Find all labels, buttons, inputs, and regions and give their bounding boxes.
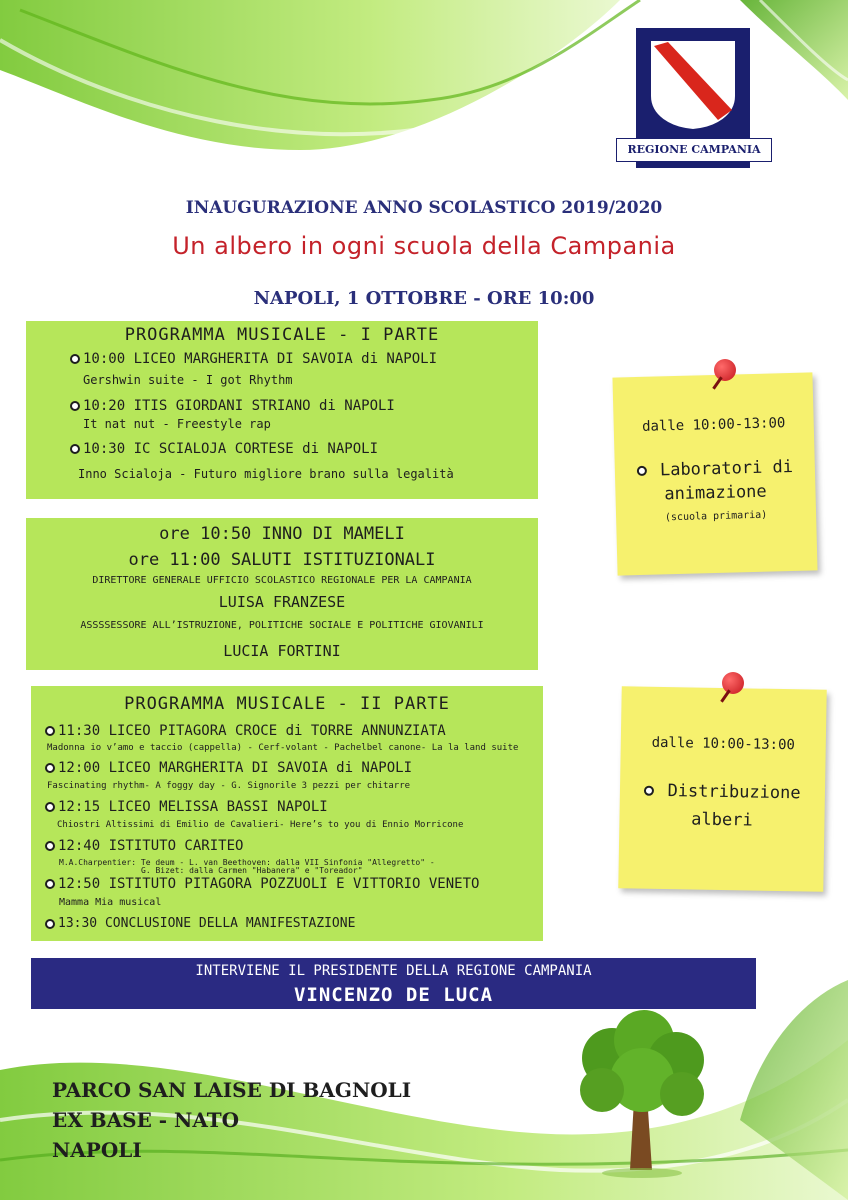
note-audience: (scuola primaria)	[664, 509, 768, 524]
event-date-time: NAPOLI, 1 OTTOBRE - ORE 10:00	[253, 288, 595, 309]
tree-icon	[572, 1010, 712, 1180]
list-item-detail: Mamma Mia musical	[59, 897, 162, 908]
list-item-detail-2: G. Bizet: dalla Carmen "Habanera" e "Toreador"	[141, 866, 363, 875]
program-part-1-title: PROGRAMMA MUSICALE - I PARTE	[124, 325, 440, 345]
note-activity-2: alberi	[691, 809, 753, 831]
role-1: DIRETTORE GENERALE UFFICIO SCOLASTICO REGIONALE PER LA CAMPANIA	[92, 575, 472, 586]
list-item: 12:50 ISTITUTO PITAGORA POZZUOLI E VITTORIO VENETO	[45, 876, 479, 892]
name-1: LUISA FRANZESE	[218, 593, 346, 611]
president-banner	[31, 958, 756, 1009]
bullet-icon	[70, 444, 80, 454]
program-part-2-panel	[31, 686, 543, 941]
bullet-icon	[45, 802, 55, 812]
role-2: ASSSSESSORE ALL’ISTRUZIONE, POLITICHE SOCIALE E POLITICHE GIOVANILI	[80, 620, 484, 631]
note-activity-2: animazione	[664, 481, 767, 505]
banner-line-1: INTERVIENE IL PRESIDENTE DELLA REGIONE CAMPANIA	[195, 963, 592, 979]
event-title: INAUGURAZIONE ANNO SCOLASTICO 2019/2020	[185, 198, 663, 218]
bullet-icon	[637, 466, 647, 476]
pushpin-icon	[714, 359, 736, 381]
ceremony-panel	[26, 518, 538, 670]
list-item-detail: It nat nut - Freestyle rap	[83, 417, 271, 431]
bullet-icon	[45, 763, 55, 773]
coat-of-arms-icon	[646, 36, 740, 132]
note-activity: Laboratori di	[615, 456, 815, 481]
logo-label: REGIONE CAMPANIA	[616, 138, 772, 162]
event-slogan: Un albero in ogni scuola della Campania	[172, 232, 676, 260]
bullet-icon	[70, 401, 80, 411]
list-item: 12:00 LICEO MARGHERITA DI SAVOIA di NAPOLI	[45, 760, 412, 776]
anthem-line: ore 10:50 INNO DI MAMELI	[159, 524, 405, 544]
bullet-icon	[45, 879, 55, 889]
bullet-icon	[45, 726, 55, 736]
sticky-note-workshops	[612, 372, 817, 575]
list-item-detail: Chiostri Altissimi di Emilio de Cavalieri- Here’s to you di Ennio Morricone	[57, 820, 464, 830]
bullet-icon	[45, 841, 55, 851]
location-line-1: PARCO SAN LAISE DI BAGNOLI	[52, 1078, 412, 1102]
name-2: LUCIA FORTINI	[223, 642, 341, 660]
program-part-1-panel	[26, 321, 538, 499]
list-item-detail: Inno Scialoja - Futuro migliore brano sulla legalità	[78, 467, 454, 481]
note-time: dalle 10:00-13:00	[651, 734, 796, 754]
bullet-icon	[644, 786, 654, 796]
list-item: 13:30 CONCLUSIONE DELLA MANIFESTAZIONE	[45, 916, 355, 931]
banner-line-2: VINCENZO DE LUCA	[293, 984, 494, 1006]
program-part-2-title: PROGRAMMA MUSICALE - II PARTE	[124, 694, 450, 714]
pushpin-icon	[722, 672, 744, 694]
list-item-detail: Madonna io v’amo e taccio (cappella) - Cerf-volant - Pachelbel canone- La la land suite	[47, 743, 519, 753]
sticky-note-tree-distribution	[618, 686, 826, 892]
list-item: 11:30 LICEO PITAGORA CROCE di TORRE ANNUNZIATA	[45, 723, 446, 739]
note-activity: Distribuzione	[620, 780, 825, 804]
list-item: 10:00 LICEO MARGHERITA DI SAVOIA di NAPOLI	[70, 351, 437, 367]
bullet-icon	[70, 354, 80, 364]
regione-campania-logo	[627, 28, 761, 168]
list-item: 10:30 IC SCIALOJA CORTESE di NAPOLI	[70, 441, 378, 457]
list-item: 12:15 LICEO MELISSA BASSI NAPOLI	[45, 799, 328, 815]
list-item-detail: Fascinating rhythm- A foggy day - G. Signorile 3 pezzi per chitarre	[47, 781, 411, 791]
location-line-3: NAPOLI	[52, 1138, 142, 1162]
list-item-detail: Gershwin suite - I got Rhythm	[83, 373, 293, 387]
list-item-detail: M.A.Charpentier: Te deum - L. van Beethoven: dalla VII Sinfonia "Allegretto" -	[59, 858, 435, 867]
note-time: dalle 10:00-13:00	[641, 415, 786, 435]
location-line-2: EX BASE - NATO	[52, 1108, 240, 1132]
greetings-line: ore 11:00 SALUTI ISTITUZIONALI	[128, 550, 436, 570]
bullet-icon	[45, 919, 55, 929]
list-item: 12:40 ISTITUTO CARITEO	[45, 838, 243, 854]
list-item: 10:20 ITIS GIORDANI STRIANO di NAPOLI	[70, 398, 395, 414]
